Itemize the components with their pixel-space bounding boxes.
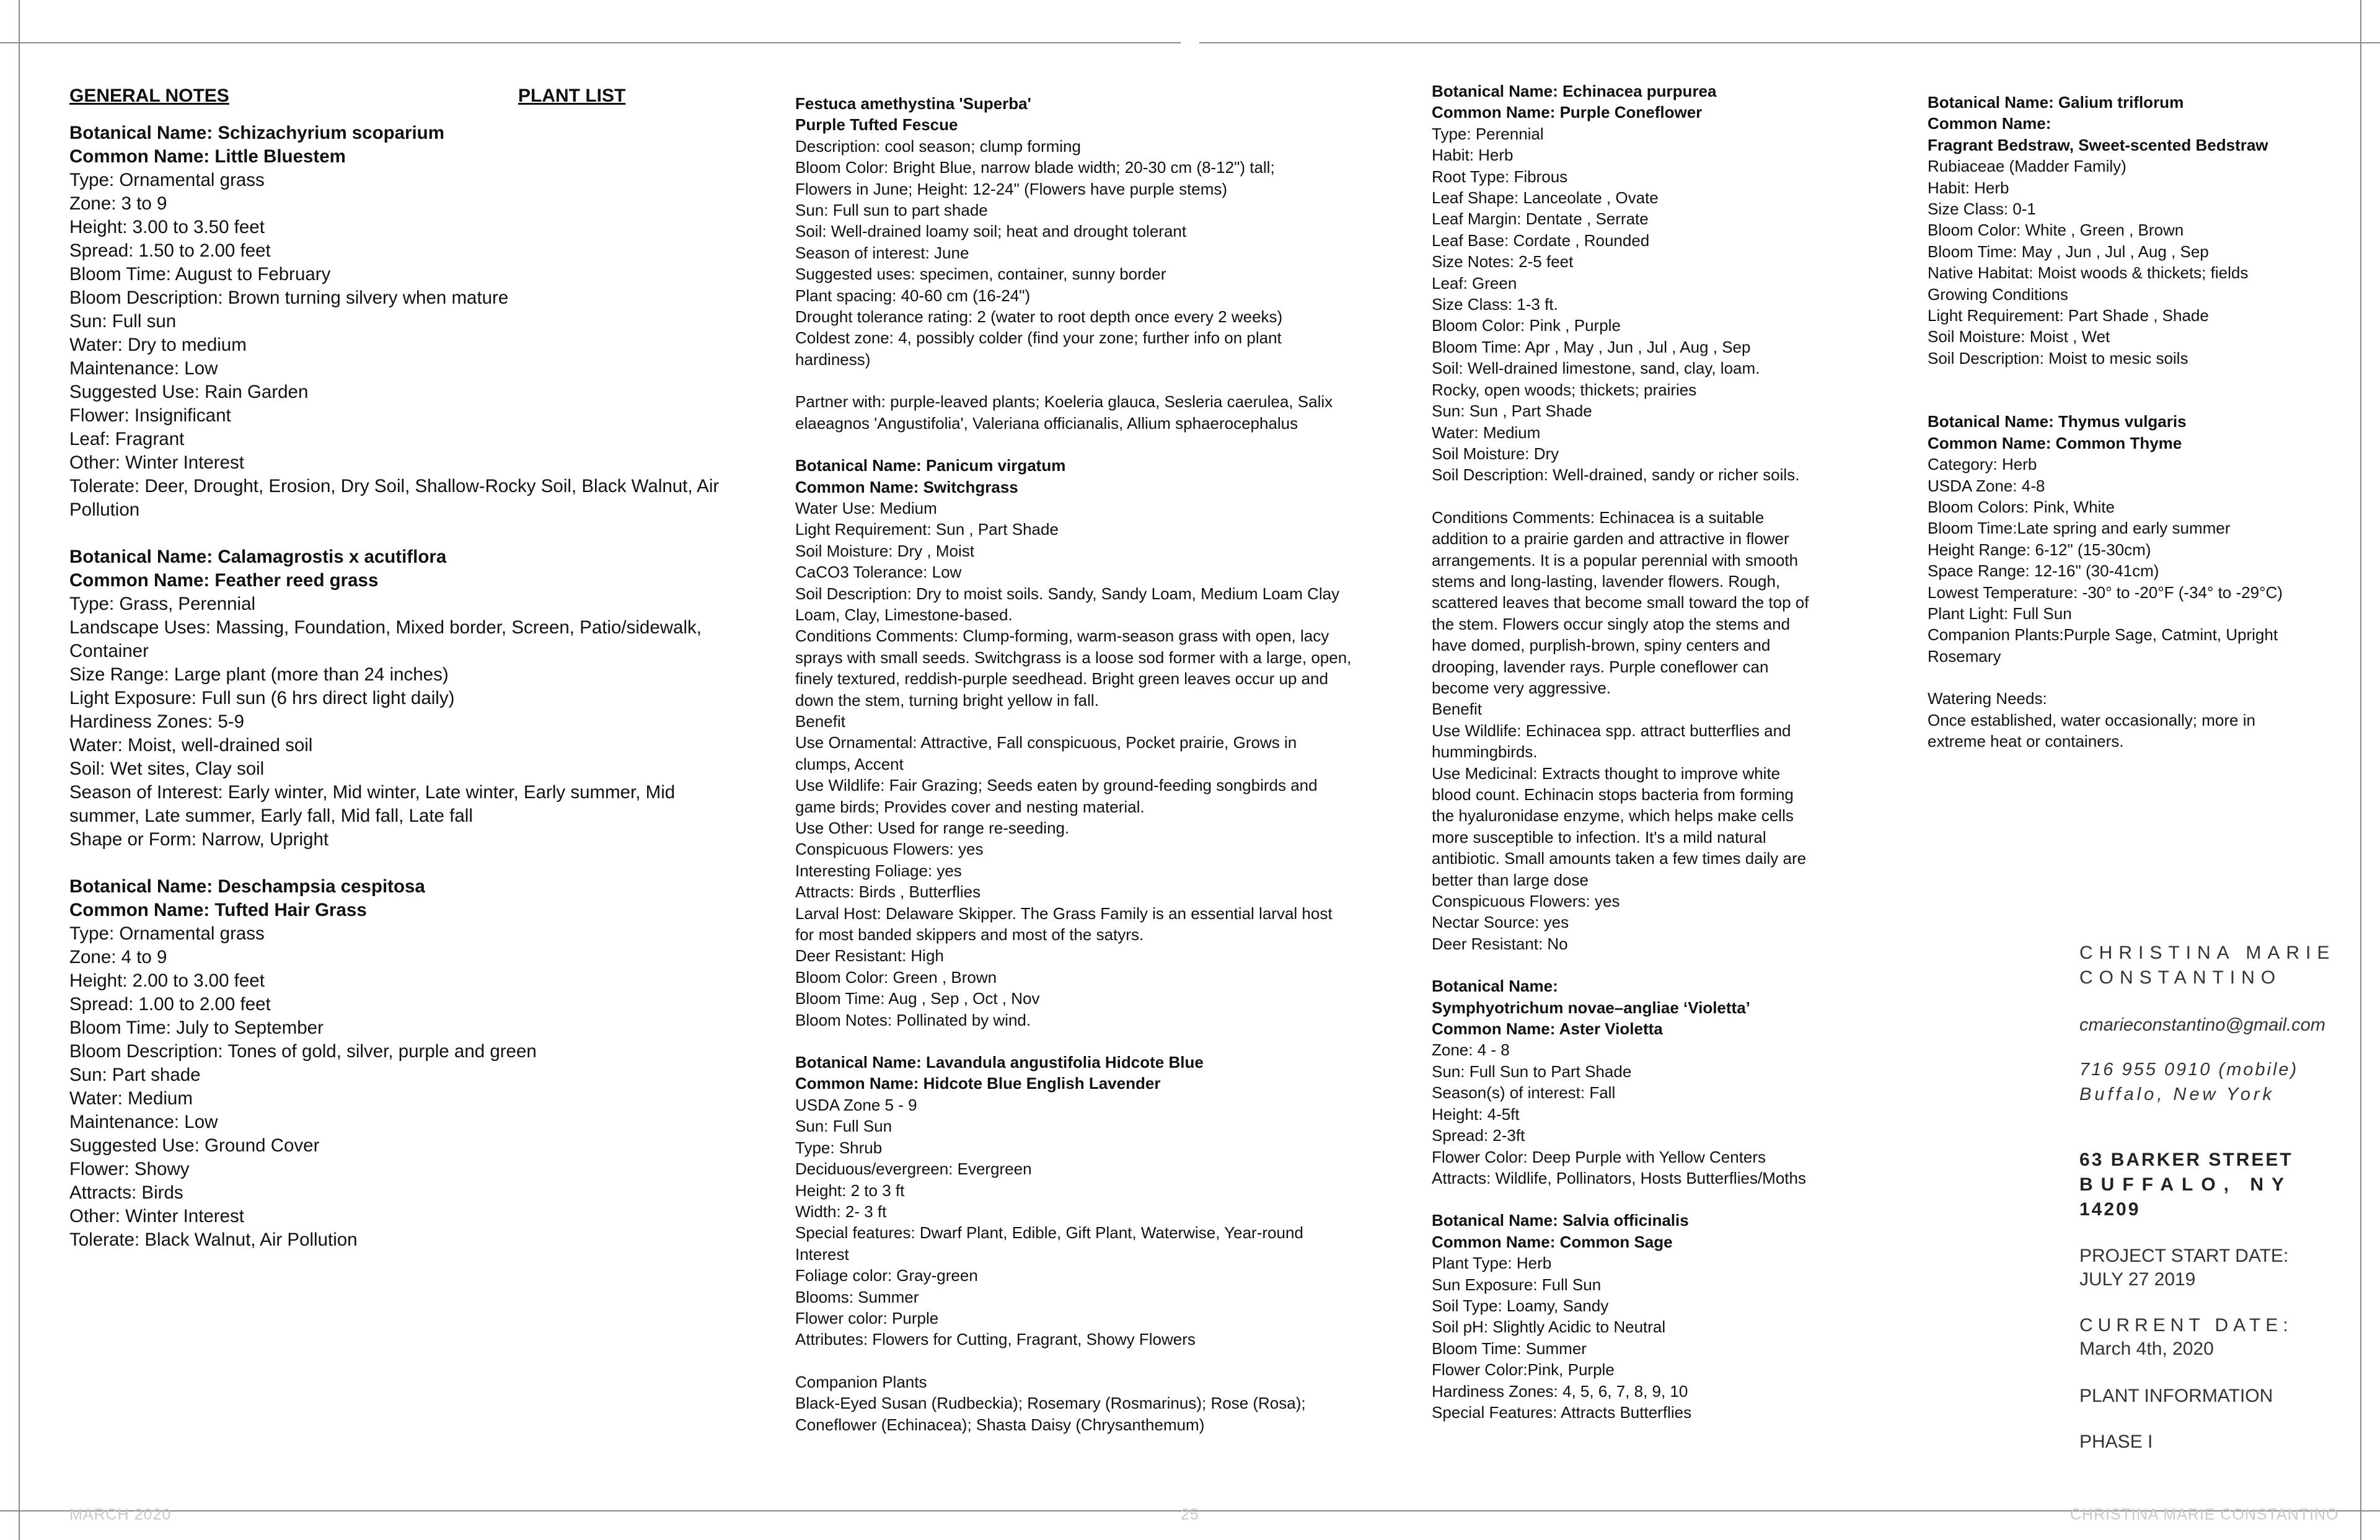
plant-detail-line: Once established, water occasionally; more in [1928, 710, 2255, 729]
plant-detail-line: more susceptible to infection. It's a mild natural [1432, 827, 1766, 847]
spacer [1432, 1189, 1866, 1210]
plant-detail-line: become very aggressive. [1432, 678, 1611, 697]
plant-detail-line: Bloom Time: July to September [69, 1018, 324, 1038]
contact-city: Buffalo, New York [2079, 1085, 2275, 1104]
plant-heading-line: Common Name: Little Bluestem [69, 146, 346, 167]
plant-detail-line: Attracts: Birds [69, 1182, 183, 1203]
footer-designer: CHRISTINA MARIE CONSTANTINO [2070, 1506, 2339, 1523]
plant-detail-line: Height: 4-5ft [1432, 1104, 1520, 1124]
plant-detail-line: Partner with: purple-leaved plants; Koeleria glauca, Sesleria caerulea, Salix [795, 392, 1333, 411]
plant-heading-line: Common Name: Common Thyme [1928, 433, 2182, 452]
plant-heading-line: Botanical Name: Galium triflorum [1928, 93, 2184, 112]
spacer [1928, 369, 2337, 390]
plant-detail-line: Water: Moist, well-drained soil [69, 735, 313, 755]
spacer [795, 370, 1415, 391]
plant-detail-line: Soil Description: Moist to mesic soils [1928, 348, 2188, 367]
plant-detail-line: Flower Color: Deep Purple with Yellow Centers [1432, 1147, 1766, 1166]
plant-detail-line: Type: Grass, Perennial [69, 594, 256, 614]
plant-detail-line: Interest [795, 1244, 849, 1264]
plant-detail-line: Attracts: Wildlife, Pollinators, Hosts Butterflies/Moths [1432, 1168, 1806, 1187]
plant-detail-line: Width: 2- 3 ft [795, 1202, 887, 1221]
plant-detail-line: Bloom Time: Aug , Sep , Oct , Nov [795, 989, 1040, 1008]
plant-detail-line: Attributes: Flowers for Cutting, Fragrant, Showy Flowers [795, 1330, 1196, 1349]
plant-detail-line: CaCO3 Tolerance: Low [795, 563, 962, 582]
plant-detail-line: Drought tolerance rating: 2 (water to root depth once every 2 weeks) [795, 307, 1283, 327]
plant-detail-line: Bloom Time: August to February [69, 264, 331, 284]
plant-detail-line: finely textured, reddish-purple seedhead. Bright green leaves occur up and [795, 669, 1328, 689]
plant-detail-line: Benefit [795, 711, 845, 731]
plant-detail-line: Spread: 1.00 to 2.00 feet [69, 994, 271, 1014]
contact-phone: 716 955 0910 (mobile) [2079, 1060, 2299, 1080]
address-line-2: BUFFALO, NY [2079, 1174, 2292, 1195]
plant-detail-line: Bloom Color: Green , Brown [795, 967, 997, 987]
plant-detail-line: blood count. Echinacin stops bacteria from forming [1432, 785, 1794, 804]
plant-detail-line: Flowers in June; Height: 12-24" (Flowers have purple stems) [795, 179, 1228, 198]
general-notes-heading: GENERAL NOTES [69, 86, 229, 106]
plant-detail-line: extreme heat or containers. [1928, 731, 2124, 750]
plant-detail-line: Light Exposure: Full sun (6 hrs direct light daily) [69, 688, 455, 708]
plant-detail-line: USDA Zone: 4-8 [1928, 476, 2045, 495]
plant-detail-line: Soil Moisture: Dry , Moist [795, 541, 974, 560]
plant-heading-line: Botanical Name: Salvia officinalis [1432, 1211, 1689, 1230]
plant-detail-line: Soil Moisture: Dry [1432, 444, 1559, 463]
plant-detail-line: Plant spacing: 40-60 cm (16-24") [795, 286, 1031, 305]
left-margin-rule [19, 0, 20, 1540]
plant-entries-col4 [1928, 92, 2337, 752]
project-start-label: PROJECT START DATE: [2079, 1246, 2289, 1266]
plant-detail-line: Space Range: 12-16" (30-41cm) [1928, 561, 2159, 581]
plant-entries-col3 [1432, 81, 1866, 1423]
plant-detail-line: Category: Herb [1928, 455, 2037, 474]
plant-detail-line: Maintenance: Low [69, 358, 218, 379]
plant-detail-line: Type: Ornamental grass [69, 923, 265, 944]
plant-detail-line: Tolerate: Deer, Drought, Erosion, Dry Soil, Shallow-Rocky Soil, Black Walnut, Air [69, 476, 720, 496]
plant-detail-line: Lowest Temperature: -30° to -20°F (-34° to -29°C) [1928, 583, 2283, 602]
plant-detail-line: Size Notes: 2-5 feet [1432, 252, 1574, 271]
plant-detail-line: Size Class: 0-1 [1928, 200, 2036, 219]
plant-heading-line: Common Name: Common Sage [1432, 1232, 1673, 1251]
plant-detail-line: Larval Host: Delaware Skipper. The Grass Family is an essential larval host [795, 904, 1333, 923]
plant-heading-line: Purple Tufted Fescue [795, 115, 958, 134]
plant-detail-line: Zone: 4 - 8 [1432, 1041, 1510, 1060]
plant-detail-line: Light Requirement: Part Shade , Shade [1928, 306, 2209, 325]
plant-detail-line: Leaf: Green [1432, 273, 1517, 293]
sheet-title-block [2079, 1384, 2358, 1408]
plant-detail-line: Deer Resistant: No [1432, 934, 1568, 953]
plant-detail-line: arrangements. It is a popular perennial with smooth [1432, 550, 1799, 570]
plant-detail-line: Habit: Herb [1432, 146, 1514, 165]
plant-detail-line: Water: Medium [69, 1088, 193, 1109]
plant-heading-line: Common Name: Purple Coneflower [1432, 103, 1703, 122]
plant-detail-line: Bloom Description: Tones of gold, silver, purple and green [69, 1041, 537, 1062]
plant-detail-line: USDA Zone 5 - 9 [795, 1095, 917, 1114]
plant-detail-line: Pollution [69, 499, 140, 520]
plant-detail-line: Foliage color: Gray-green [795, 1266, 978, 1285]
plant-detail-line: Soil: Well-drained limestone, sand, clay, loam. [1432, 359, 1760, 378]
plant-detail-line: have domed, purplish-brown, spiny centers and [1432, 636, 1771, 655]
plant-detail-line: Bloom Notes: Pollinated by wind. [795, 1010, 1031, 1029]
plant-entries-col2 [795, 93, 1415, 1435]
plant-detail-line: Water: Medium [1432, 423, 1541, 442]
plant-detail-line: hardiness) [795, 350, 871, 369]
contact-phone-block [2079, 1057, 2358, 1107]
plant-heading-line: Common Name: Aster Violetta [1432, 1019, 1663, 1039]
plant-detail-line: Bloom Colors: Pink, White [1928, 497, 2115, 516]
plant-detail-line: Special features: Dwarf Plant, Edible, Gift Plant, Waterwise, Year-round [795, 1223, 1303, 1243]
plant-heading-line: Botanical Name: Echinacea purpurea [1432, 82, 1717, 100]
plant-detail-line: Watering Needs: [1928, 689, 2047, 708]
plant-detail-line: Hardiness Zones: 4, 5, 6, 7, 8, 9, 10 [1432, 1381, 1688, 1401]
plant-heading-line: Fragrant Bedstraw, Sweet-scented Bedstraw [1928, 135, 2268, 154]
plant-detail-line: Suggested uses: specimen, container, sunny border [795, 265, 1166, 284]
plant-detail-line: Leaf Margin: Dentate , Serrate [1432, 209, 1649, 229]
plant-detail-line: Height: 2.00 to 3.00 feet [69, 970, 265, 991]
column-4 [1928, 92, 2337, 752]
plant-detail-line: Other: Winter Interest [69, 1206, 244, 1226]
plant-detail-line: Type: Shrub [795, 1138, 883, 1157]
plant-detail-line: Container [69, 641, 149, 661]
plant-detail-line: Season(s) of interest: Fall [1432, 1083, 1616, 1102]
plant-detail-line: Spread: 1.50 to 2.00 feet [69, 240, 271, 261]
plant-detail-line: Height: 2 to 3 ft [795, 1181, 905, 1200]
plant-detail-line: Type: Perennial [1432, 124, 1544, 143]
plant-detail-line: elaeagnos 'Angustifolia', Valeriana officianalis, Allium sphaerocephalus [795, 413, 1298, 433]
current-date: March 4th, 2020 [2079, 1339, 2214, 1359]
plant-detail-line: Soil Description: Well-drained, sandy or richer soils. [1432, 465, 1800, 485]
plant-detail-line: Sun: Full sun [69, 311, 177, 332]
top-rule-left [0, 42, 1181, 43]
current-date-block [2079, 1314, 2358, 1361]
plant-heading-line: Botanical Name: Lavandula angustifolia Hidcote Blue [795, 1053, 1204, 1072]
plant-detail-line: Sun Exposure: Full Sun [1432, 1275, 1602, 1294]
plant-detail-line: Sun: Part shade [69, 1065, 201, 1085]
plant-detail-line: Coldest zone: 4, possibly colder (find your zone; further info on plant [795, 328, 1282, 348]
plant-detail-line: Loam, Clay, Limestone-based. [795, 605, 1013, 624]
plant-detail-line: Suggested Use: Rain Garden [69, 382, 309, 402]
plant-detail-line: Light Requirement: Sun , Part Shade [795, 520, 1059, 539]
plant-detail-line: Blooms: Summer [795, 1287, 919, 1306]
plant-detail-line: Soil Description: Dry to moist soils. Sandy, Sandy Loam, Medium Loam Clay [795, 584, 1340, 603]
plant-detail-line: Height Range: 6-12" (15-30cm) [1928, 540, 2151, 559]
plant-detail-line: Rosemary [1928, 646, 2001, 666]
plant-detail-line: down the stem, turning bright yellow in fall. [795, 690, 1099, 710]
plant-detail-line: Height: 3.00 to 3.50 feet [69, 217, 265, 237]
plant-detail-line: Sun: Full Sun to Part Shade [1432, 1062, 1632, 1081]
plant-detail-line: Soil Moisture: Moist , Wet [1928, 327, 2110, 346]
plant-detail-line: Flower Color:Pink, Purple [1432, 1360, 1615, 1379]
plant-heading-line: Common Name: [1928, 114, 2052, 133]
plant-detail-line: antibiotic. Small amounts taken a few times daily are [1432, 849, 1807, 868]
column-1 [69, 84, 782, 1252]
plant-detail-line: Flower: Insignificant [69, 405, 231, 426]
plant-detail-line: Use Wildlife: Echinacea spp. attract butterflies and [1432, 721, 1791, 740]
plant-detail-line: Coneflower (Echinacea); Shasta Daisy (Chrysanthemum) [795, 1415, 1205, 1434]
plant-detail-line: Leaf Base: Cordate , Rounded [1432, 231, 1650, 250]
plant-detail-line: Tolerate: Black Walnut, Air Pollution [69, 1230, 358, 1250]
plant-detail-line: Attracts: Birds , Butterflies [795, 882, 981, 902]
plant-detail-line: Deer Resistant: High [795, 946, 944, 966]
plant-detail-line: Shape or Form: Narrow, Upright [69, 829, 329, 850]
contact-email: cmarieconstantino@gmail.com [2079, 1015, 2325, 1035]
plant-detail-line: Bloom Time:Late spring and early summer [1928, 519, 2231, 538]
plant-detail-line: Root Type: Fibrous [1432, 167, 1568, 186]
plant-detail-line: Habit: Herb [1928, 178, 2009, 197]
plant-detail-line: Plant Type: Herb [1432, 1254, 1552, 1273]
plant-detail-line: Water Use: Medium [795, 498, 937, 517]
plant-detail-line: Soil: Wet sites, Clay soil [69, 759, 265, 779]
plant-heading-line: Botanical Name: Deschampsia cespitosa [69, 876, 425, 897]
plant-heading-line: Common Name: Feather reed grass [69, 570, 379, 591]
plant-heading-line: Symphyotrichum novae–angliae ‘Violetta’ [1432, 998, 1750, 1017]
plant-detail-line: Rocky, open woods; thickets; prairies [1432, 380, 1697, 399]
project-start-date: JULY 27 2019 [2079, 1269, 2196, 1290]
plant-detail-line: Rubiaceae (Madder Family) [1928, 157, 2127, 176]
plant-detail-line: Soil Type: Loamy, Sandy [1432, 1296, 1609, 1315]
plant-heading-line: Botanical Name: Calamagrostis x acutiflora [69, 547, 447, 567]
plant-detail-line: for most banded skippers and most of the satyrs. [795, 925, 1144, 944]
plant-detail-line: Other: Winter Interest [69, 452, 244, 473]
plant-detail-line: Companion Plants:Purple Sage, Catmint, Upright [1928, 625, 2278, 645]
spacer [1432, 486, 1866, 507]
plant-detail-line: addition to a prairie garden and attractive in flower [1432, 529, 1789, 548]
plant-detail-line: Bloom Color: White , Green , Brown [1928, 221, 2184, 240]
plant-detail-line: Conditions Comments: Clump-forming, warm-season grass with open, lacy [795, 627, 1329, 646]
plant-detail-line: drooping, lavender rays. Purple coneflower can [1432, 657, 1769, 676]
plant-detail-line: Companion Plants [795, 1372, 927, 1391]
plant-detail-line: Deciduous/evergreen: Evergreen [795, 1159, 1032, 1179]
site-address-block [2079, 1148, 2358, 1222]
plant-detail-line: Growing Conditions [1928, 284, 2068, 304]
plant-detail-line: Size Class: 1-3 ft. [1432, 295, 1558, 314]
sheet-title: PLANT INFORMATION [2079, 1386, 2273, 1406]
right-margin-rule [2360, 0, 2361, 1540]
plant-detail-line: Spread: 2-3ft [1432, 1126, 1525, 1145]
footer-page-number: 25 [1181, 1506, 1199, 1523]
plant-detail-line: Conspicuous Flowers: yes [795, 840, 984, 859]
plant-detail-line: Season of Interest: Early winter, Mid winter, Late winter, Early summer, Mid [69, 782, 676, 803]
plant-detail-line: Description: cool season; clump forming [795, 136, 1081, 156]
plant-heading-line: Botanical Name: Schizachyrium scoparium [69, 123, 444, 143]
plant-detail-line: Use Ornamental: Attractive, Fall conspicuous, Pocket prairie, Grows in [795, 733, 1297, 752]
plant-heading-line: Festuca amethystina 'Superba' [795, 94, 1031, 113]
plant-detail-line: Sun: Sun , Part Shade [1432, 402, 1592, 421]
plant-heading-line: Common Name: Hidcote Blue English Lavender [795, 1074, 1161, 1093]
plant-detail-line: Type: Ornamental grass [69, 170, 265, 190]
spacer [795, 434, 1415, 455]
plant-detail-line: Bloom Color: Pink , Purple [1432, 316, 1621, 335]
page-header [69, 84, 782, 121]
contact-email-block [2079, 1013, 2371, 1037]
plant-detail-line: Bloom Description: Brown turning silvery when mature [69, 288, 509, 308]
spacer [1432, 954, 1866, 975]
plant-heading-line: Botanical Name: Panicum virgatum [795, 456, 1066, 475]
phase-block [2079, 1430, 2358, 1454]
plant-detail-line: Season of interest: June [795, 243, 969, 262]
plant-detail-line: Bloom Color: Bright Blue, narrow blade width; 20-30 cm (8-12") tall; [795, 158, 1275, 177]
plant-detail-line: Maintenance: Low [69, 1112, 218, 1132]
plant-detail-line: Hardiness Zones: 5-9 [69, 711, 245, 732]
plant-detail-line: sprays with small seeds. Switchgrass is a loose sod former with a large, open, [795, 648, 1352, 667]
plant-detail-line: Use Other: Used for range re-seeding. [795, 819, 1070, 837]
designer-last-name: CONSTANTINO [2079, 967, 2282, 988]
plant-detail-line: scattered leaves that become small toward the top of [1432, 593, 1809, 612]
spacer [69, 522, 782, 545]
plant-detail-line: Use Wildlife: Fair Grazing; Seeds eaten by ground-feeding songbirds and [795, 776, 1318, 795]
designer-first-name: CHRISTINA MARIE [2079, 943, 2336, 963]
plant-detail-line: Leaf: Fragrant [69, 429, 185, 449]
footer-date: MARCH 2020 [69, 1506, 172, 1523]
plant-detail-line: Conditions Comments: Echinacea is a suitable [1432, 508, 1765, 527]
plant-detail-line: better than large dose [1432, 870, 1589, 889]
plant-detail-line: Zone: 3 to 9 [69, 193, 167, 214]
plant-detail-line: Interesting Foliage: yes [795, 861, 962, 880]
plant-detail-line: hummingbirds. [1432, 742, 1538, 762]
plant-heading-line: Botanical Name: [1432, 977, 1558, 996]
plant-detail-line: clumps, Accent [795, 754, 904, 773]
column-2 [795, 93, 1415, 1435]
plant-detail-line: Native Habitat: Moist woods & thickets; fields [1928, 263, 2249, 283]
plant-detail-line: Sun: Full sun to part shade [795, 201, 988, 220]
plant-detail-line: Soil pH: Slightly Acidic to Neutral [1432, 1318, 1666, 1337]
plant-detail-line: Size Range: Large plant (more than 24 inches) [69, 664, 449, 685]
plant-detail-line: summer, Late summer, Early fall, Mid fall, Late fall [69, 806, 473, 826]
plant-detail-line: Soil: Well-drained loamy soil; heat and drought tolerant [795, 222, 1187, 241]
plant-detail-line: Bloom Time: Apr , May , Jun , Jul , Aug , Sep [1432, 337, 1751, 356]
plant-detail-line: the hyaluronidase enzyme, which helps make cells [1432, 806, 1794, 825]
title-block [2079, 941, 2358, 990]
plant-detail-line: Conspicuous Flowers: yes [1432, 892, 1620, 911]
plant-entries-col1 [69, 121, 782, 1252]
plant-detail-line: game birds; Provides cover and nesting material. [795, 797, 1145, 816]
spacer [1928, 667, 2337, 688]
plant-detail-line: the stem. Flowers occur singly atop the stems and [1432, 614, 1791, 633]
spacer [795, 1350, 1415, 1371]
column-3 [1432, 81, 1866, 1423]
plant-detail-line: Bloom Time: May , Jun , Jul , Aug , Sep [1928, 242, 2209, 261]
plant-detail-line: Nectar Source: yes [1432, 913, 1569, 932]
spacer [795, 1031, 1415, 1052]
plant-detail-line: Water: Dry to medium [69, 335, 247, 355]
plant-detail-line: Zone: 4 to 9 [69, 947, 167, 967]
phase-label: PHASE I [2079, 1432, 2153, 1452]
plant-detail-line: stems and long-lasting, lavender flowers. Rough, [1432, 571, 1781, 591]
spacer [69, 851, 782, 875]
plant-detail-line: Landscape Uses: Massing, Foundation, Mixed border, Screen, Patio/sidewalk, [69, 617, 702, 638]
plant-detail-line: Flower color: Purple [795, 1308, 939, 1327]
current-date-label: CURRENT DATE: [2079, 1315, 2293, 1335]
plant-detail-line: Leaf Shape: Lanceolate , Ovate [1432, 188, 1659, 208]
plant-detail-line: Bloom Time: Summer [1432, 1339, 1587, 1358]
plant-detail-line: Black-Eyed Susan (Rudbeckia); Rosemary (Rosmarinus); Rose (Rosa); [795, 1394, 1306, 1413]
plant-detail-line: Suggested Use: Ground Cover [69, 1135, 320, 1156]
plant-detail-line: Sun: Full Sun [795, 1117, 892, 1136]
address-line-1: 63 BARKER STREET [2079, 1150, 2293, 1170]
plant-heading-line: Common Name: Switchgrass [795, 477, 1018, 496]
plant-detail-line: Plant Light: Full Sun [1928, 604, 2072, 623]
spacer [1928, 390, 2337, 411]
plant-detail-line: Use Medicinal: Extracts thought to improve white [1432, 763, 1781, 783]
address-line-3: 14209 [2079, 1199, 2141, 1220]
project-start-block [2079, 1244, 2358, 1291]
plant-list-heading: PLANT LIST [518, 86, 626, 106]
plant-heading-line: Botanical Name: Thymus vulgaris [1928, 412, 2187, 431]
plant-detail-line: Flower: Showy [69, 1159, 190, 1179]
plant-detail-line: Special Features: Attracts Butterflies [1432, 1402, 1692, 1422]
top-rule-right [1199, 42, 2380, 43]
plant-heading-line: Common Name: Tufted Hair Grass [69, 900, 367, 920]
plant-detail-line: Benefit [1432, 700, 1482, 719]
